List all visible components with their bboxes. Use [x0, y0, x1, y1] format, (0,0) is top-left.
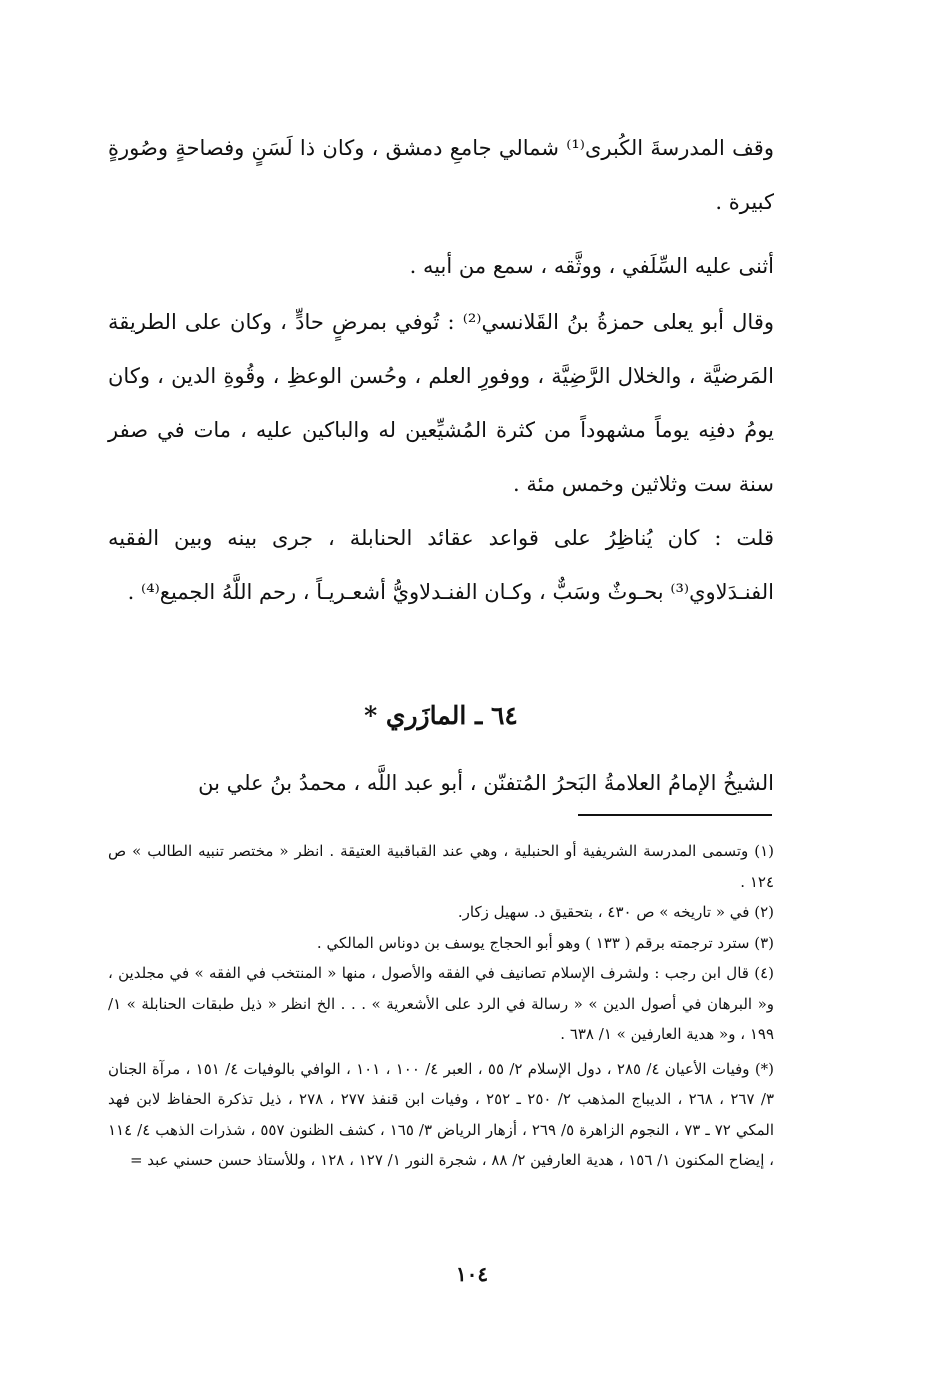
- footnote-3: (٣) سترد ترجمته برقم ( ١٣٣ ) وهو أبو الحجاج يوسف بن دوناس المالكي .: [316, 933, 774, 952]
- paragraph-biography-start: الشيخُ الإمامُ العلامةُ البَحرُ المُتفنّن ، أبو عبد اللَّه ، محمدُ بنُ علي بن: [198, 771, 774, 795]
- footnote-4: (٤) قال ابن رجب : ولشرف الإسلام تصانيف في الفقه والأصول ، منها « المنتخب في الفقه » في مجلدين ، و« البرهان في أصول الدين » « رسالة في الرد على الأشعرية » . . . الخ انظر « ذيل طبقات الحنابلة » ١/ ١٩٩ ، و« هدية العارفين » ١/ ٦٣٨ .: [108, 964, 774, 1043]
- footnote-separator: [578, 814, 772, 816]
- footnote-2: (٢) في « تاريخه » ص ٤٣٠ ، بتحقيق د. سهيل زكار.: [457, 903, 774, 921]
- paragraph-death-account: وقال أبو يعلى حمزةُ بنُ القَلانسي⁽²⁾ : تُوفي بمرضٍ حادٍّ ، وكان على الطريقة المَرضيَّة ، والخلال الرَّضِيَّة ، ووفورِ العلم ، وحُسن الوعظِ ، وقُوةِ الدين ، وكان يومُ دفنِه يوماً مشهوداً من كثرة المُشيِّعين له والباكين عليه ، مات في صفر سنة ست وثلاثين وخمس مئة .: [108, 310, 774, 496]
- footnotes: [108, 836, 774, 1176]
- section-title: ٦٤ ـ المازَري *: [364, 700, 518, 730]
- paragraph-endowment: وقف المدرسةَ الكُبرى⁽¹⁾ شمالي جامعِ دمشق ، وكان ذا لَسَنٍ وفصاحةٍ وصُورةٍ كبيرة .: [108, 136, 774, 214]
- footnote-star-sources: (*) وفيات الأعيان ٤/ ٢٨٥ ، دول الإسلام ٢/ ٥٥ ، العبر ٤/ ١٠٠ ، ١٠١ ، الوافي بالوفيات ٤/ ١٥١ ، مرآة الجنان ٣/ ٢٦٧ ، ٢٦٨ ، الديباج المذهب ٢/ ٢٥٠ ـ ٢٥٢ ، وفيات ابن قنفذ ٢٧٧ ، ٢٧٨ ، ذيل تذكرة الحفاظ لابن فهد المكي ٧٢ ـ ٧٣ ، النجوم الزاهرة ٥/ ٢٦٩ ، أزهار الرياض ٣/ ١٦٥ ، كشف الظنون ٥٥٧ ، شذرات الذهب ٤/ ١١٤ ، إيضاح المكنون ١/ ١٥٦ ، هدية العارفين ٢/ ٨٨ ، شجرة النور ١/ ١٢٧ ، ١٢٨ ، وللأستاذ حسن حسني عبد =: [108, 1059, 775, 1169]
- footnote-1: (١) وتسمى المدرسة الشريفية أو الحنبلية ، وهي عند القباقبية العتيقة . انظر « مختصر تنبيه الطالب » ص ١٢٤ .: [108, 842, 774, 891]
- paragraph-author-comment: قلت : كان يُناظِرُ على قواعد عقائد الحنابلة ، جرى بينه وبين الفقيه الفنـدَلاوي⁽³⁾ بحـوثٌ وسَبٌّ ، وكـان الفنـدلاويُّ أشعـريـاً ، رحم اللَّهُ الجميع⁽⁴⁾ .: [108, 526, 774, 604]
- paragraph-praise: أثنى عليه السِّلَفي ، ووثَّقه ، سمع من أبيه .: [409, 254, 774, 278]
- page-number: ١٠٤: [455, 1262, 489, 1286]
